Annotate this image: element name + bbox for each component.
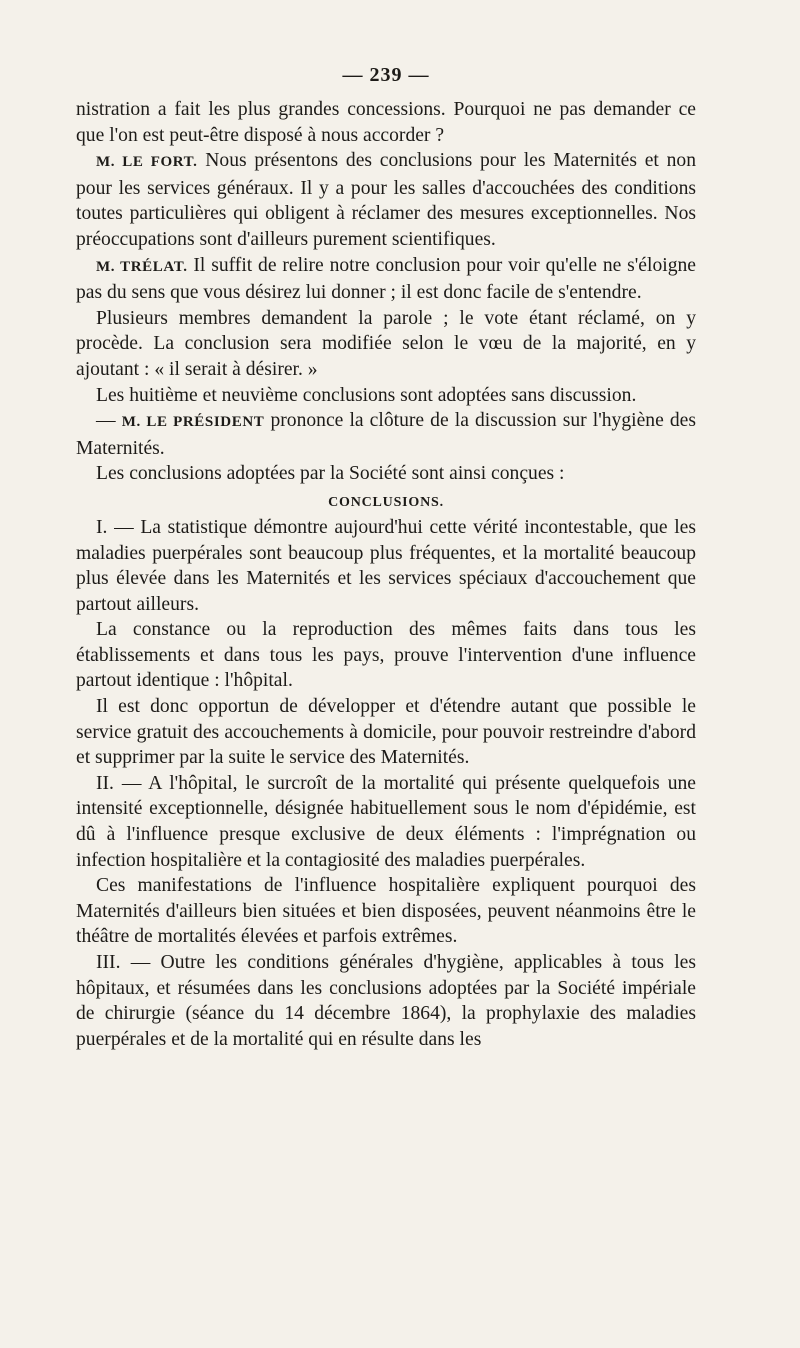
paragraph-intro-conclusions: Les conclusions adoptées par la Société sont ainsi conçues : [96, 463, 565, 485]
speech-trelat: Il suffit de relire notre conclusion pour voir qu'elle ne s'éloigne pas du sens que vous désirez lui donner ; il est donc facile de s'entendre. [76, 254, 696, 304]
paragraph-le-fort [76, 148, 696, 252]
paragraph-adoption: Les huitième et neuvième conclusions sont adoptées sans discussion. [96, 384, 637, 406]
conclusions-heading: CONCLUSIONS. [328, 494, 444, 510]
body-text [76, 97, 696, 1052]
speech-president: prononce la clôture de la discussion sur l'hygiène des Maternités. [76, 410, 696, 459]
speaker-president: M. LE PRÉSIDENT [121, 414, 265, 431]
paragraph-president [76, 408, 696, 461]
speaker-le-fort: M. LE FORT. [96, 154, 198, 171]
paragraph-trelat [76, 253, 696, 306]
page-number: — 239 — [342, 64, 430, 86]
conclusion-3: III. — Outre les conditions générales d'hygiène, applicables à tous les hôpitaux, et résumées dans les conclusions adoptées par la Société impériale de chirurgie (séance du 14 décembre 1864), la prophylaxie des maladies puerpérales et de la mortalité qui en résulte dans les [76, 952, 696, 1050]
speaker-trelat: M. TRÉLAT. [96, 258, 188, 275]
conclusion-1-opportun: Il est donc opportun de développer et d'étendre autant que possible le service gratuit des accouchements à domicile, pour pouvoir restreindre d'abord et supprimer par la suite le service des Maternités. [76, 696, 696, 769]
conclusion-2-manifestations: Ces manifestations de l'influence hospitalière expliquent pourquoi des Maternités d'ailleurs bien situées et bien disposées, peuvent néanmoins être le théâtre de mortalités élevées et parfois extrêmes. [76, 875, 696, 948]
paragraph-continued: nistration a fait les plus grandes concessions. Pourquoi ne pas demander ce que l'on est peut-être disposé à nous accorder ? [76, 99, 696, 146]
speech-le-fort: Nous présentons des conclusions pour les Maternités et non pour les services généraux. Il y a pour les salles d'accouchées des conditions toutes particulières qui obligent à réclamer des mesures exceptionnelles. Nos préoccupations sont d'ailleurs purement scientifiques. [76, 150, 697, 250]
conclusion-2: II. — A l'hôpital, le surcroît de la mortalité qui présente quelquefois une intensité exceptionnelle, désignée habituellement sous le nom d'épidémie, est dû à l'influence presque exclusive de deux éléments : l'imprégnation ou infection hospitalière et la contagiosité des maladies puerpérales. [76, 772, 696, 871]
conclusion-1: I. — La statistique démontre aujourd'hui cette vérité incontestable, que les maladies puerpérales sont beaucoup plus fréquentes, et la mortalité beaucoup plus élevée dans les Maternités et les services spéciaux d'accouchement que partout ailleurs. [76, 516, 696, 615]
paragraph-vote: Plusieurs membres demandent la parole ; le vote étant réclamé, on y procède. La conclusion sera modifiée selon le vœu de la majorité, en y ajoutant : « il serait à désirer. » [76, 307, 696, 380]
dash-prefix: — [96, 410, 122, 432]
conclusion-1-constance: La constance ou la reproduction des mêmes faits dans tous les établissements et dans tous les pays, prouve l'intervention d'une influence partout identique : l'hôpital. [76, 619, 696, 692]
